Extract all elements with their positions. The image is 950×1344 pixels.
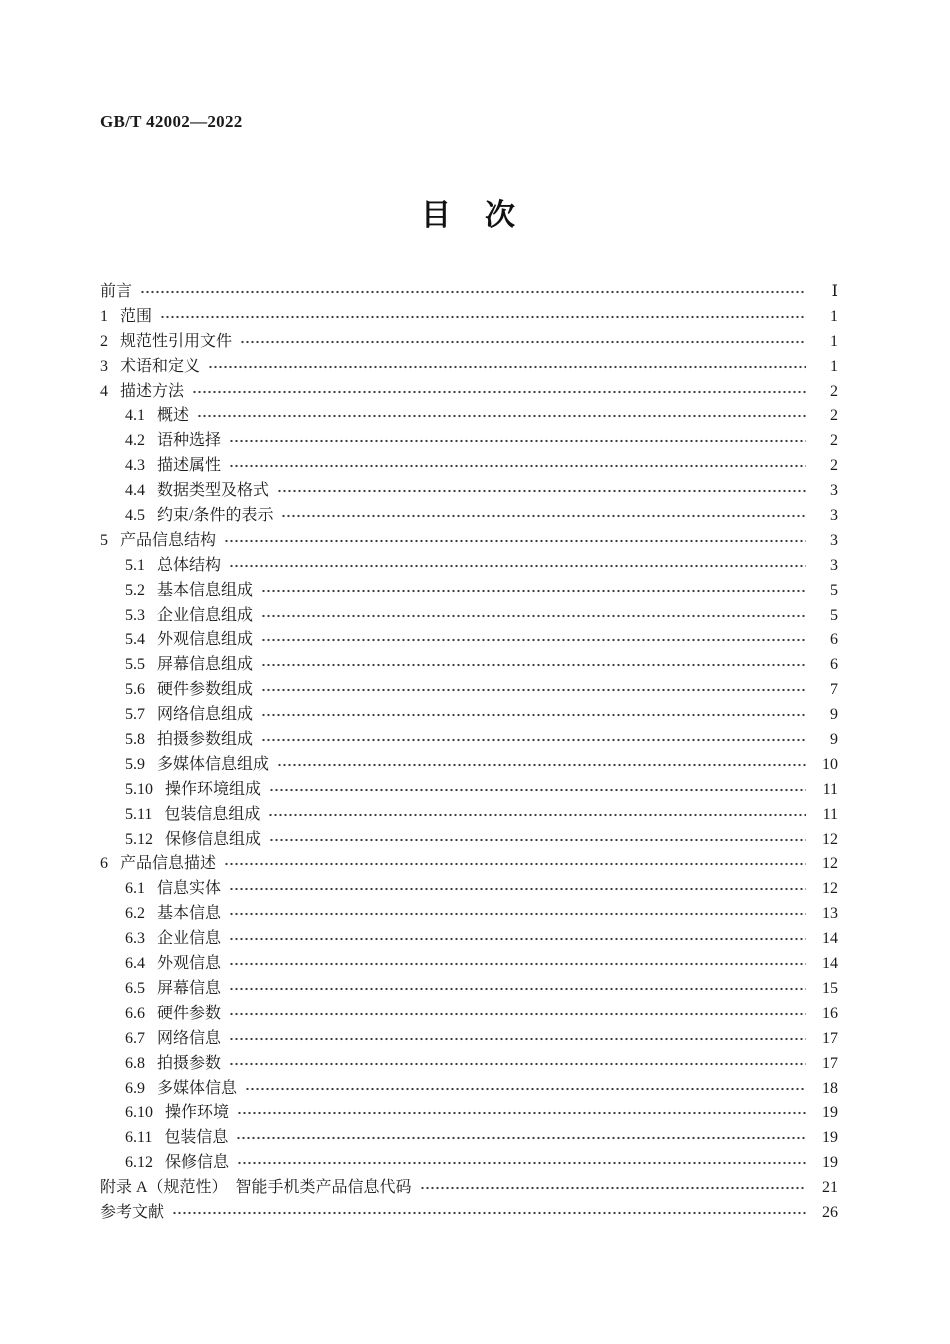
toc-entry-title: 拍摄参数 — [157, 1054, 222, 1072]
toc-entry-number: 5.4 — [125, 631, 145, 649]
toc-entry-title: 基本信息 — [157, 905, 222, 923]
toc-entry-number: 2 — [100, 332, 108, 350]
toc-leader-dots — [229, 562, 806, 570]
toc-entry-number: 6.5 — [125, 979, 145, 997]
toc-entry-number: 5.11 — [125, 805, 153, 823]
toc-entry-number: 5.8 — [125, 731, 145, 749]
toc-leader-dots — [420, 1184, 806, 1192]
toc-entry — [100, 977, 838, 1002]
toc-entry-number: 6.1 — [125, 880, 145, 898]
toc-leader-dots — [192, 388, 806, 396]
toc-entry-title: 产品信息描述 — [120, 855, 217, 873]
toc-entry-page: Ⅰ — [831, 283, 838, 300]
toc-entry-number: 6 — [100, 855, 108, 873]
toc-entry-number: 4.3 — [125, 457, 145, 475]
toc-entry — [100, 803, 838, 828]
toc-entry — [100, 1027, 838, 1052]
toc-leader-dots — [237, 1109, 806, 1117]
toc-entry-title: 包装信息 — [164, 1129, 229, 1147]
toc-entry-title: 描述方法 — [120, 382, 185, 400]
toc-entry — [100, 877, 838, 902]
toc-entry-number: 5.7 — [125, 706, 145, 724]
toc-entry-page: 3 — [830, 507, 838, 525]
toc-leader-dots — [237, 1159, 806, 1167]
toc-entry — [100, 504, 838, 529]
toc-entry-title: 概述 — [157, 407, 190, 425]
toc-entry — [100, 355, 838, 380]
toc-entry-title: 多媒体信息 — [157, 1079, 238, 1097]
toc-entry — [100, 280, 838, 305]
toc-leader-dots — [277, 487, 806, 495]
toc-leader-dots — [269, 786, 806, 794]
toc-leader-dots — [261, 661, 806, 669]
toc-entry-page: 17 — [822, 1029, 838, 1047]
toc-leader-dots — [269, 836, 806, 844]
toc-leader-dots — [268, 811, 806, 819]
toc-leader-dots — [281, 512, 806, 520]
toc-entry-page: 12 — [822, 880, 838, 898]
page-header — [100, 112, 838, 134]
toc-entry — [100, 828, 838, 853]
toc-entry-page: 26 — [822, 1203, 838, 1221]
toc-leader-dots — [261, 612, 806, 620]
toc-entry-number: 5.10 — [125, 780, 153, 798]
toc-entry — [100, 653, 838, 678]
toc-entry-title: 描述属性 — [157, 457, 222, 475]
toc-entry — [100, 579, 838, 604]
toc-entry — [100, 554, 838, 579]
toc-leader-dots — [172, 1209, 806, 1217]
toc-entry-page: 2 — [830, 407, 838, 425]
toc-entry — [100, 1126, 838, 1151]
toc-leader-dots — [240, 338, 806, 346]
toc-entry-title: 数据类型及格式 — [157, 482, 270, 500]
toc-leader-dots — [261, 686, 806, 694]
toc-leader-dots — [261, 736, 806, 744]
toc-entry — [100, 952, 838, 977]
toc-entry — [100, 380, 838, 405]
toc-entry — [100, 852, 838, 877]
toc-entry-page: 1 — [830, 332, 838, 350]
toc-entry-title: 操作环境组成 — [165, 780, 262, 798]
toc-entry-number: 4.4 — [125, 482, 145, 500]
toc-leader-dots — [229, 1010, 806, 1018]
toc-entry-number: 4.2 — [125, 432, 145, 450]
toc-entry — [100, 778, 838, 803]
toc-entry-title: 术语和定义 — [120, 357, 201, 375]
toc-entry — [100, 305, 838, 330]
toc-entry-page: 19 — [822, 1154, 838, 1172]
toc-entry — [100, 703, 838, 728]
toc-entry-page: 1 — [830, 357, 838, 375]
toc-entry-page: 2 — [830, 382, 838, 400]
toc-entry-page: 17 — [822, 1054, 838, 1072]
toc-entry-page: 1 — [830, 307, 838, 325]
toc-leader-dots — [229, 935, 806, 943]
standard-number: GB/T 42002—2022 — [100, 112, 243, 131]
toc-entry-title: 约束/条件的表示 — [157, 507, 274, 525]
toc-entry-number: 5 — [100, 531, 108, 549]
toc-entry-page: 2 — [830, 457, 838, 475]
toc-leader-dots — [245, 1085, 806, 1093]
toc-entry-number: 6.7 — [125, 1029, 145, 1047]
toc-entry — [100, 1052, 838, 1077]
toc-entry-title: 企业信息 — [157, 930, 222, 948]
toc-entry — [100, 604, 838, 629]
toc-entry-title: 产品信息结构 — [120, 531, 217, 549]
toc-entry-title: 参考文献 — [100, 1203, 165, 1221]
toc-leader-dots — [229, 437, 806, 445]
toc-entry-number: 5.5 — [125, 656, 145, 674]
toc-entry-page: 21 — [822, 1179, 838, 1197]
toc-entry-title: 屏幕信息 — [157, 979, 222, 997]
toc-entry-page: 3 — [830, 482, 838, 500]
toc-entry-page: 5 — [830, 606, 838, 624]
toc-entry-title: 基本信息组成 — [157, 581, 254, 599]
toc-entry-page: 16 — [822, 1004, 838, 1022]
toc-entry-title: 保修信息组成 — [165, 830, 262, 848]
page-title: 目 次 — [421, 199, 517, 232]
toc-entry-number: 5.9 — [125, 755, 145, 773]
toc-leader-dots — [229, 1035, 806, 1043]
toc-entry-number: 6.10 — [125, 1104, 153, 1122]
toc-entry-title: 多媒体信息组成 — [157, 755, 270, 773]
toc-entry-title: 网络信息 — [157, 1029, 222, 1047]
toc-entry — [100, 728, 838, 753]
toc-entry-page: 6 — [830, 631, 838, 649]
toc-entry-page: 3 — [830, 556, 838, 574]
toc-entry-number: 1 — [100, 307, 108, 325]
toc-entry-title: 拍摄参数组成 — [157, 731, 254, 749]
toc-leader-dots — [261, 711, 806, 719]
toc-entry-page: 6 — [830, 656, 838, 674]
toc-entry-page: 9 — [830, 706, 838, 724]
toc-entry-page: 14 — [822, 930, 838, 948]
toc-entry-page: 9 — [830, 731, 838, 749]
toc-entry-page: 14 — [822, 955, 838, 973]
toc-leader-dots — [261, 636, 806, 644]
toc-list — [100, 280, 838, 1226]
toc-entry-page: 11 — [822, 780, 838, 798]
toc-entry-number: 3 — [100, 357, 108, 375]
toc-entry — [100, 1176, 838, 1201]
toc-entry-page: 11 — [822, 805, 838, 823]
toc-entry — [100, 479, 838, 504]
toc-entry-page: 19 — [822, 1104, 838, 1122]
toc-entry — [100, 678, 838, 703]
toc-entry-page: 2 — [830, 432, 838, 450]
toc-entry — [100, 429, 838, 454]
toc-entry — [100, 753, 838, 778]
toc-entry-page: 13 — [822, 905, 838, 923]
toc-entry — [100, 1077, 838, 1102]
toc-entry-title: 企业信息组成 — [157, 606, 254, 624]
toc-leader-dots — [229, 910, 806, 918]
toc-entry-page: 12 — [822, 830, 838, 848]
toc-entry-page: 5 — [830, 581, 838, 599]
toc-leader-dots — [229, 885, 806, 893]
toc-leader-dots — [208, 363, 806, 371]
toc-entry-number: 4.1 — [125, 407, 145, 425]
toc-entry-title: 网络信息组成 — [157, 706, 254, 724]
toc-entry — [100, 902, 838, 927]
toc-entry-title: 外观信息组成 — [157, 631, 254, 649]
toc-entry-title: 范围 — [120, 307, 153, 325]
toc-entry — [100, 1101, 838, 1126]
toc-entry — [100, 1002, 838, 1027]
toc-entry-title: 屏幕信息组成 — [157, 656, 254, 674]
toc-entry-number: 5.3 — [125, 606, 145, 624]
toc-entry — [100, 927, 838, 952]
toc-entry-title: 操作环境 — [165, 1104, 230, 1122]
toc-leader-dots — [229, 960, 806, 968]
toc-entry-number: 5.1 — [125, 556, 145, 574]
toc-entry — [100, 1201, 838, 1226]
toc-leader-dots — [277, 761, 806, 769]
toc-entry — [100, 404, 838, 429]
toc-leader-dots — [236, 1134, 806, 1142]
toc-entry — [100, 529, 838, 554]
toc-leader-dots — [224, 537, 806, 545]
toc-leader-dots — [160, 313, 806, 321]
toc-leader-dots — [229, 1060, 806, 1068]
toc-entry-title: 保修信息 — [165, 1154, 230, 1172]
toc-entry — [100, 628, 838, 653]
toc-entry — [100, 330, 838, 355]
toc-entry-page: 15 — [822, 979, 838, 997]
toc-leader-dots — [197, 412, 806, 420]
toc-entry-number: 4.5 — [125, 507, 145, 525]
toc-entry-number: 6.2 — [125, 905, 145, 923]
toc-entry-title: 包装信息组成 — [164, 805, 261, 823]
toc-leader-dots — [140, 288, 806, 296]
toc-entry-number: 5.6 — [125, 681, 145, 699]
toc-leader-dots — [224, 860, 806, 868]
toc-entry-title: 总体结构 — [157, 556, 222, 574]
toc-entry-page: 18 — [822, 1079, 838, 1097]
toc-entry-number: 6.4 — [125, 955, 145, 973]
toc-entry — [100, 1151, 838, 1176]
toc-entry-title: 硬件参数 — [157, 1004, 222, 1022]
toc-entry-number: 5.12 — [125, 830, 153, 848]
toc-entry-page: 3 — [830, 531, 838, 549]
toc-entry-number: 6.6 — [125, 1004, 145, 1022]
toc-entry-number: 6.12 — [125, 1154, 153, 1172]
toc-entry-page: 12 — [822, 855, 838, 873]
toc-entry-title: 语种选择 — [157, 432, 222, 450]
toc-entry-number: 5.2 — [125, 581, 145, 599]
toc-entry-title: 硬件参数组成 — [157, 681, 254, 699]
toc-entry — [100, 454, 838, 479]
toc-entry-page: 19 — [822, 1129, 838, 1147]
toc-entry-title: 信息实体 — [157, 880, 222, 898]
toc-entry-number: 6.3 — [125, 930, 145, 948]
toc-leader-dots — [229, 985, 806, 993]
toc-entry-number: 6.9 — [125, 1079, 145, 1097]
toc-leader-dots — [261, 587, 806, 595]
toc-entry-number: 6.11 — [125, 1129, 153, 1147]
toc-entry-title: 附录 A（规范性） 智能手机类产品信息代码 — [100, 1179, 412, 1197]
toc-entry-page: 7 — [830, 681, 838, 699]
toc-entry-title: 前言 — [100, 283, 133, 300]
toc-leader-dots — [229, 462, 806, 470]
toc-entry-title: 规范性引用文件 — [120, 332, 233, 350]
toc-entry-title: 外观信息 — [157, 955, 222, 973]
toc-entry-page: 10 — [822, 755, 838, 773]
toc-entry-number: 4 — [100, 382, 108, 400]
toc-entry-number: 6.8 — [125, 1054, 145, 1072]
